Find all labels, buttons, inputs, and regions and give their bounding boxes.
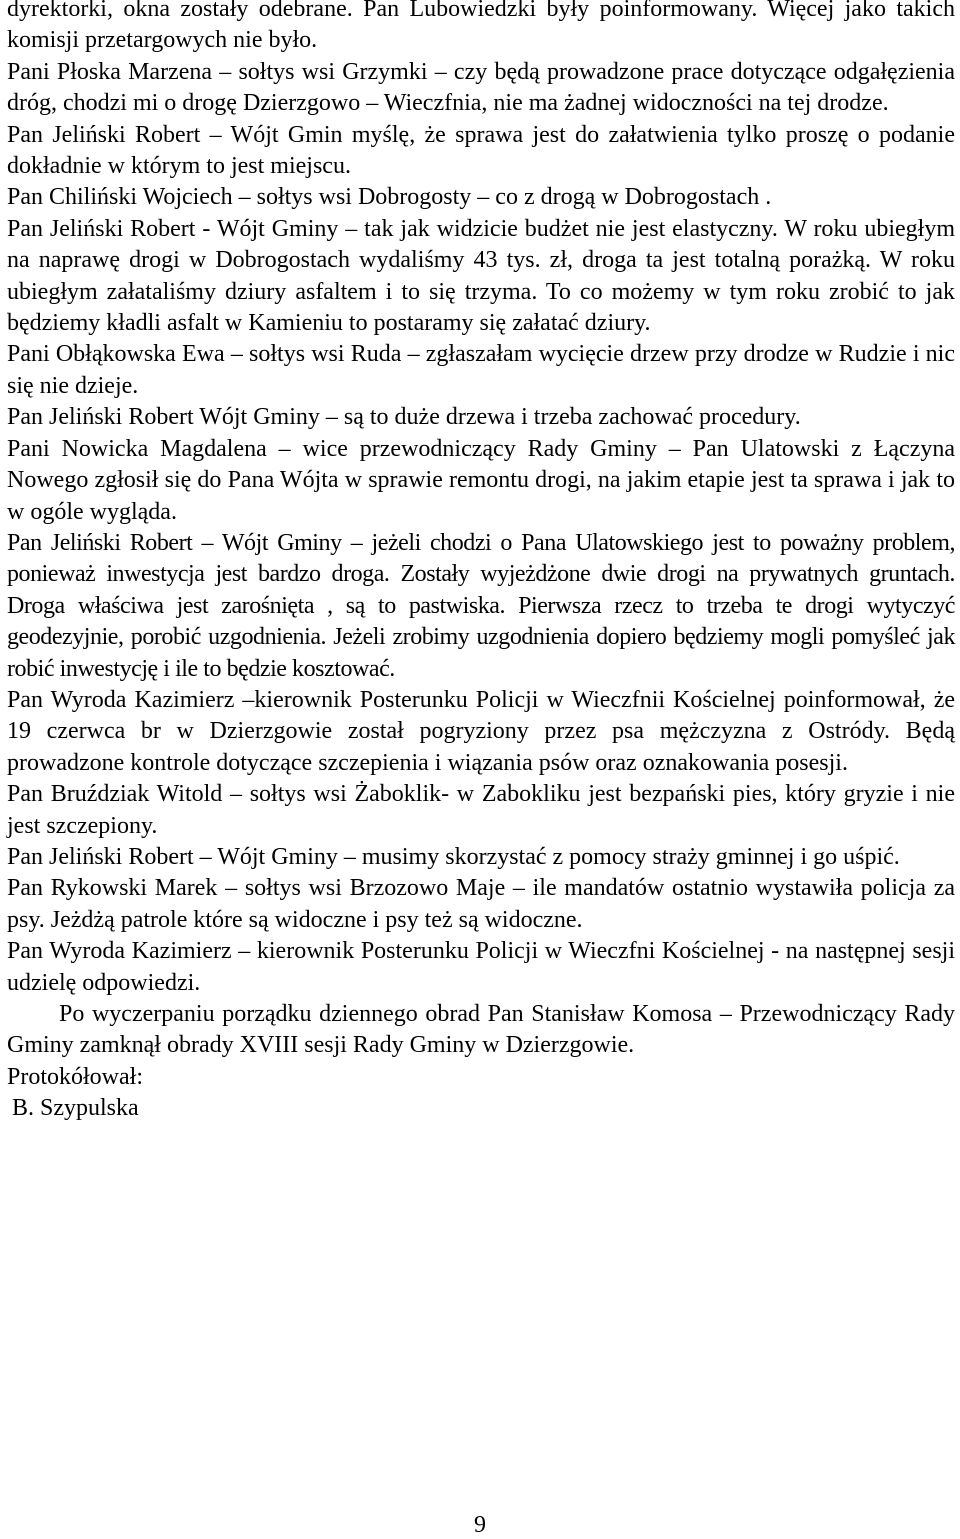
paragraph-jelinski-trees: Pan Jeliński Robert Wójt Gminy – są to duże drzewa i trzeba zachować procedury.: [7, 404, 801, 431]
paragraph-chilinski-question: Pan Chiliński Wojciech – sołtys wsi Dobrogosty – co z drogą w Dobrogostach .: [7, 184, 772, 211]
paragraph-jelinski-answer-1: Pan Jeliński Robert – Wójt Gmin myślę, że sprawa jest do załatwienia tylko proszę o podanie dokładnie w którym to jest miejscu.: [7, 121, 955, 180]
paragraph-jelinski-budget: Pan Jeliński Robert - Wójt Gminy – tak jak widzicie budżet nie jest elastyczny. W roku ubiegłym na naprawę drogi w Dobrogostach wydaliśmy 43 tys. zł, droga ta jest totalną porażką. W roku ubiegłym załataliśmy dziury asfaltem i to się trzyma. To co możemy w tym roku zrobić to jak będziemy kładli asfalt w Kamieniu to postaramy się załatać dziury.: [7, 215, 955, 337]
page-number: 9: [474, 1512, 486, 1538]
paragraph-nowicka-question: Pani Nowicka Magdalena – wice przewodniczący Rady Gminy – Pan Ulatowski z Łączyna Nowego zgłosił się do Pana Wójta w sprawie remontu drogi, na jakim etapie jest ta sprawa i jak to w ogóle wygląda.: [7, 435, 955, 525]
paragraph-wyroda-dog-bite: Pan Wyroda Kazimierz –kierownik Posterunku Policji w Wieczfnii Kościelnej poinformował, że 19 czerwca br w Dzierzgowie został pogryziony przez psa mężczyzna z Ostródy. Będą prowadzone kontrole dotyczące szczepienia i wiązania psów oraz oznakowania posesji.: [7, 686, 955, 776]
paragraph-jelinski-dog: Pan Jeliński Robert – Wójt Gminy – musimy skorzystać z pomocy straży gminnej i go uśpić.: [7, 843, 900, 870]
signature-label: Protokółował:: [7, 1063, 143, 1090]
paragraph-jelinski-ulatowski: Pan Jeliński Robert – Wójt Gminy – jeżeli chodzi o Pana Ulatowskiego jest to poważny problem, ponieważ inwestycja jest bardzo droga. Zostały wyjeżdżone dwie drogi na prywatnych gruntach. Droga właściwa jest zarośnięta , są to pastwiska. Pierwsza rzecz to trzeba te drogi wytyczyć geodezyjnie, porobić uzgodnienia. Jeżeli zrobimy uzgodnienia dopiero będziemy mogli pomyśleć jak robić inwestycję i ile to będzie kosztować.: [7, 529, 955, 682]
paragraph-bruzdziak-dog: Pan Bruździak Witold – sołtys wsi Żaboklik- w Zabokliku jest bezpański pies, który gryzie i nie jest szczepiony.: [7, 781, 955, 839]
signature-name: B. Szypulska: [12, 1095, 139, 1122]
paragraph-school-windows: dyrektorki, okna zostały odebrane. Pan Lubowiedzki były poinformowany. Więcej jako takich komisji przetargowych nie było.: [7, 0, 955, 54]
document-body: [7, 0, 955, 1125]
paragraph-rykowski-question: Pan Rykowski Marek – sołtys wsi Brzozowo Maje – ile mandatów ostatnio wystawiła policja za psy. Jeżdżą patrole które są widoczne i psy też są widoczne.: [7, 875, 955, 933]
paragraph-wyroda-answer: Pan Wyroda Kazimierz – kierownik Posterunku Policji w Wieczfni Kościelnej - na następnej sesji udzielę odpowiedzi.: [7, 938, 955, 996]
paragraph-oblakowska-trees: Pani Obłąkowska Ewa – sołtys wsi Ruda – zgłaszałam wycięcie drzew przy drodze w Rudzie i nic się nie dzieje.: [7, 341, 955, 399]
paragraph-ploska-question: Pani Płoska Marzena – sołtys wsi Grzymki – czy będą prowadzone prace dotyczące odgałęzienia dróg, chodzi mi o drogę Dzierzgowo – Wieczfnia, nie ma żadnej widoczności na tej drodze.: [7, 58, 955, 117]
paragraph-closing: Po wyczerpaniu porządku dziennego obrad Pan Stanisław Komosa – Przewodniczący Rady Gminy zamknął obrady XVIII sesji Rady Gminy w Dzierzgowie.: [7, 1001, 955, 1059]
